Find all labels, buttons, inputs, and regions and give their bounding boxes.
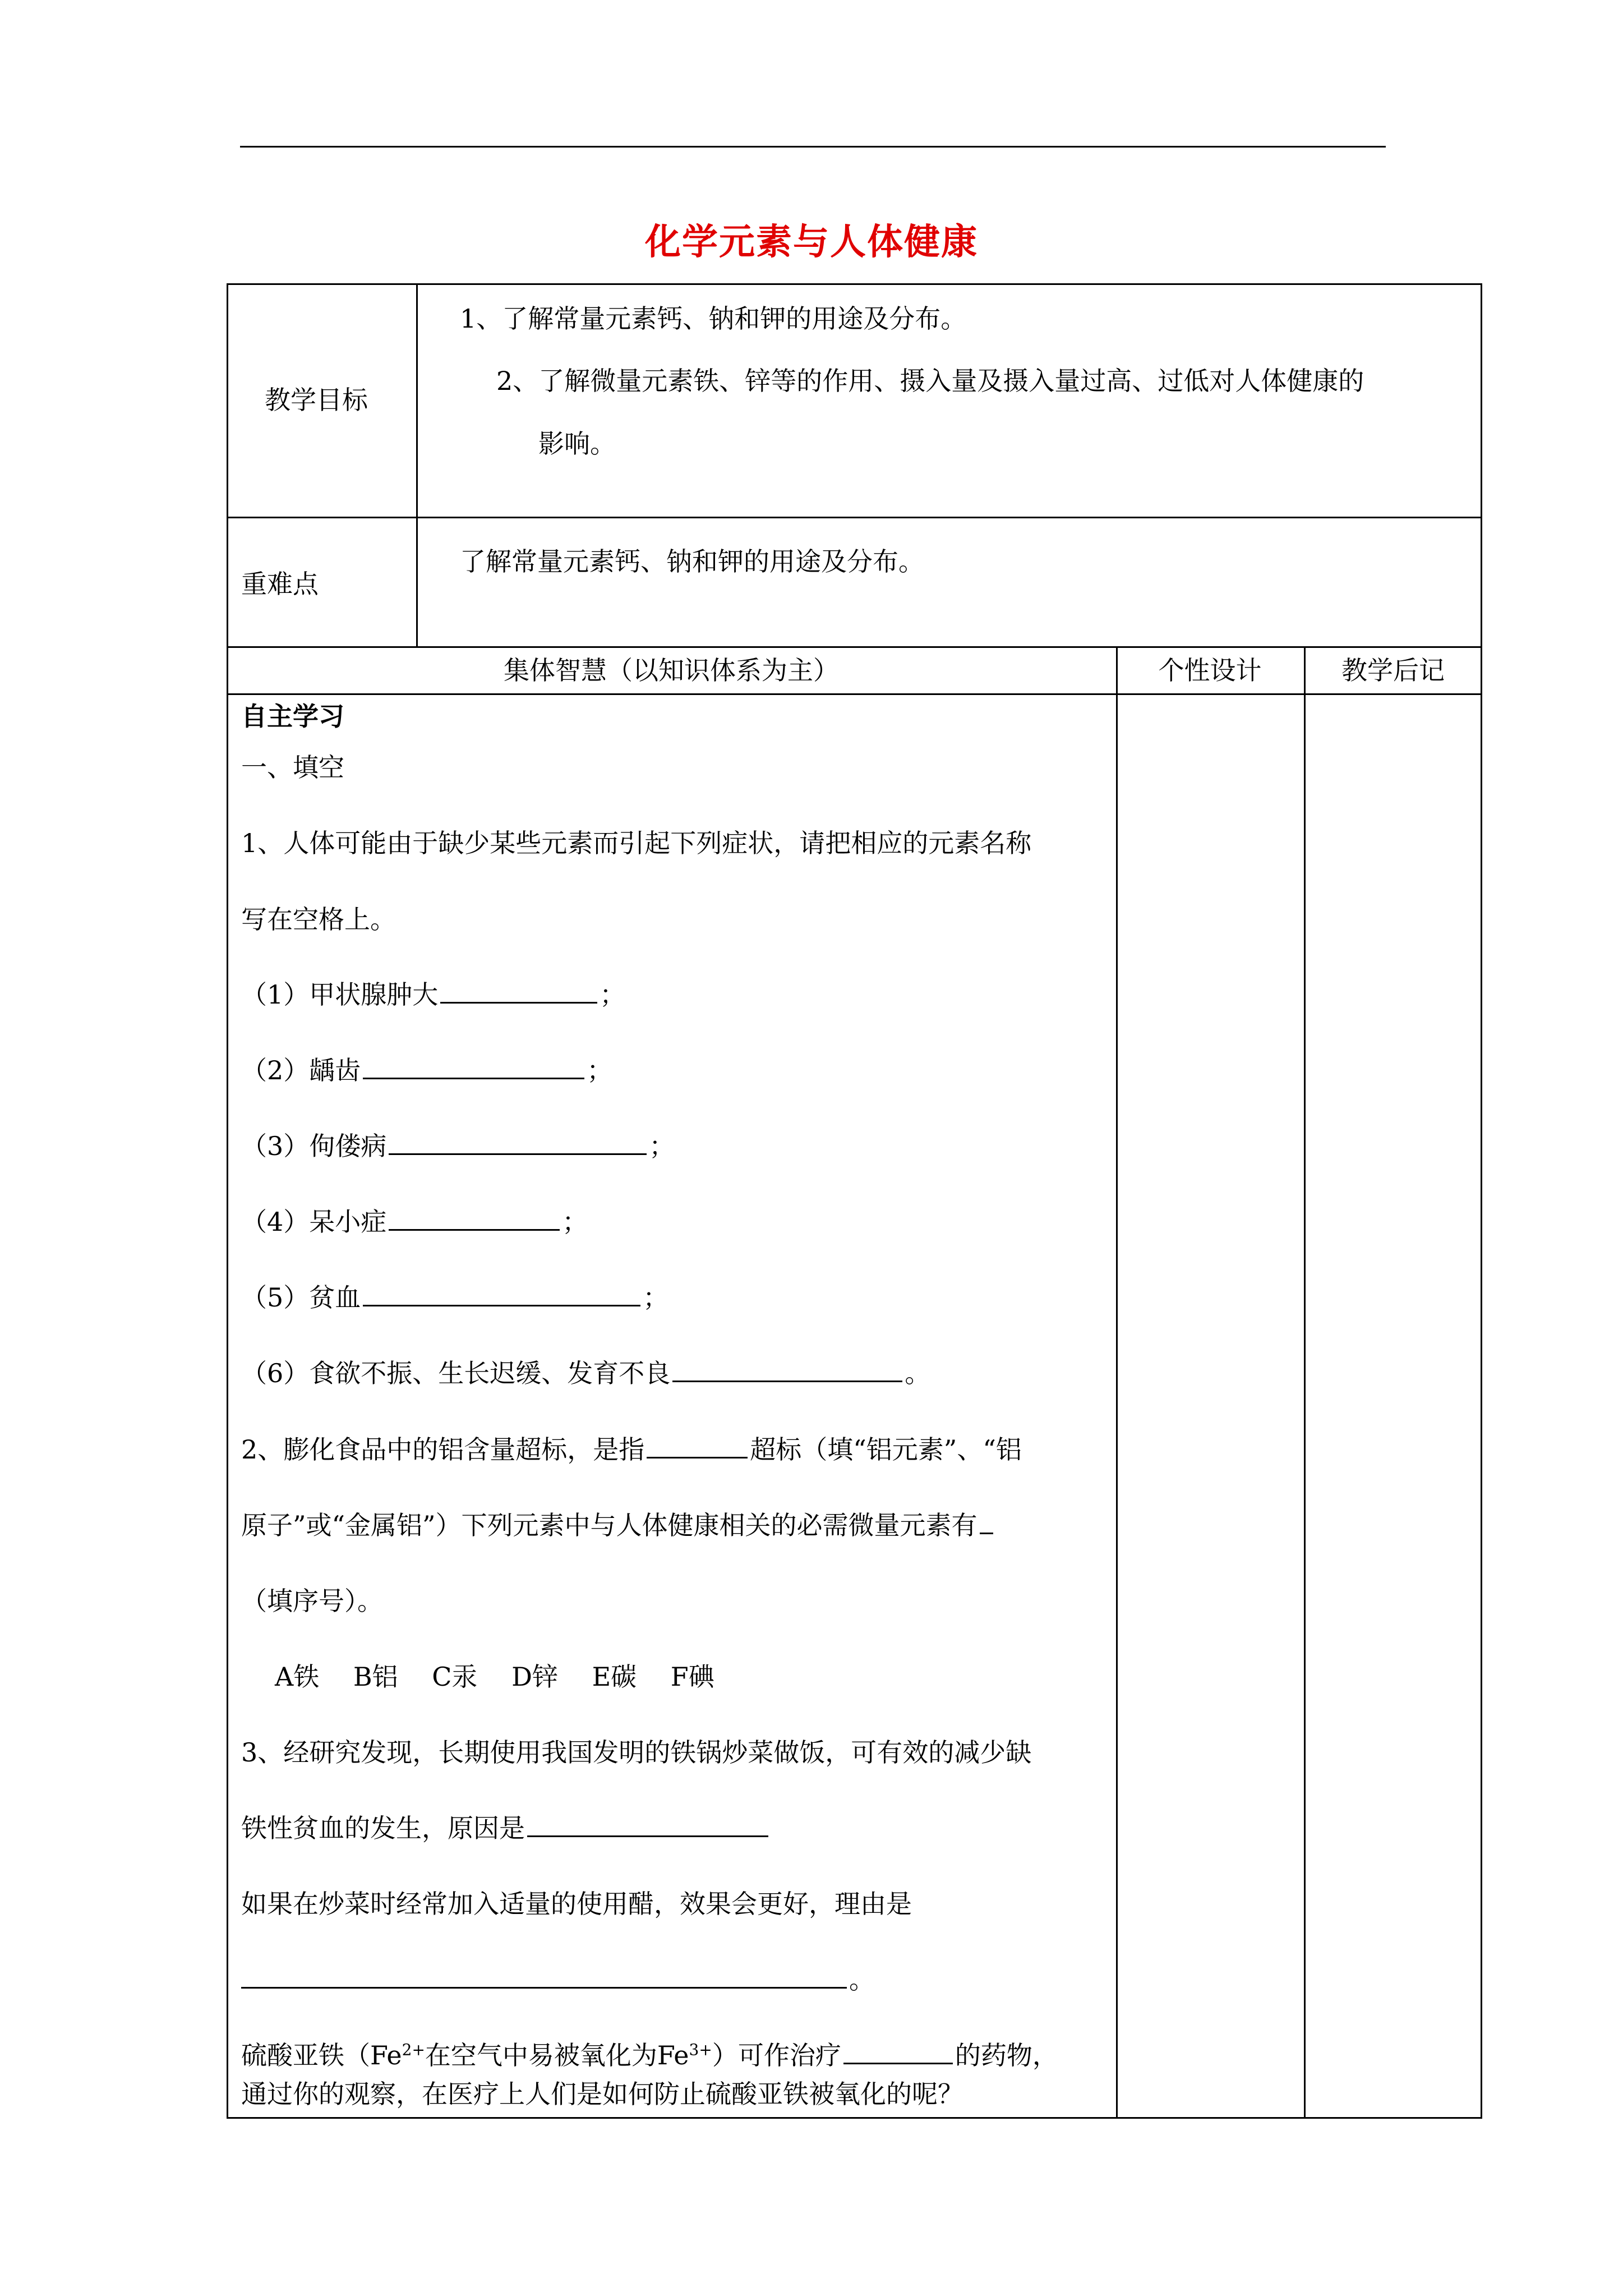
question-text: 原子”或“金属铝”）下列元素中与人体健康相关的必需微量元素有 (241, 1512, 995, 1538)
answer-blank[interactable] (363, 1304, 640, 1306)
fill-item: （5）贫血 ； (241, 1282, 669, 1313)
answer-blank[interactable] (980, 1532, 993, 1534)
answer-blank[interactable] (363, 1077, 584, 1079)
answer-options: A铁 B铝 C汞 D锌 E碳 F碘 (275, 1662, 714, 1692)
answer-blank[interactable] (389, 1153, 647, 1155)
fill-item: （3）佝偻病 ； (241, 1131, 675, 1161)
answer-blank[interactable] (672, 1380, 902, 1382)
objective-item: 2、了解微量元素铁、锌等的作用、摄入量及摄入量过高、过低对人体健康的 (496, 366, 1364, 396)
question-text: 如果在炒菜时经常加入适量的使用醋，效果会更好，理由是 (241, 1889, 912, 1919)
fill-item: （2）龋齿 ； (241, 1055, 613, 1085)
answer-blank[interactable] (843, 2062, 953, 2064)
fill-item: 。 (241, 1967, 875, 1993)
answer-blank[interactable] (647, 1456, 748, 1458)
answer-blank[interactable] (527, 1835, 768, 1837)
question-text: 硫酸亚铁（$Fe^{2+}$在空气中易被氧化为$Fe^{3+}$）可作治疗 的药物， (241, 2040, 1058, 2070)
objective-item: 1、了解常量元素钙、钠和钾的用途及分布。 (460, 303, 967, 334)
question-text: 写在空格上。 (241, 904, 396, 935)
key-points-text: 了解常量元素钙、钠和钾的用途及分布。 (460, 546, 924, 577)
fill-item: （6）食欲不振、生长迟缓、发育不良 。 (241, 1358, 931, 1388)
section-heading: 自主学习 (241, 701, 344, 731)
header-rule (240, 146, 1386, 148)
column-header-notes: 教学后记 (1341, 655, 1445, 685)
part-heading: 一、填空 (241, 752, 344, 783)
fill-item: （4）呆小症 ； (241, 1207, 588, 1237)
question-text: 3、经研究发现，长期使用我国发明的铁锅炒菜做饭，可有效的减少缺 (241, 1737, 1032, 1768)
answer-blank[interactable] (389, 1228, 560, 1231)
key-points-label: 重难点 (241, 569, 319, 599)
answer-blank[interactable] (241, 1986, 847, 1989)
column-header-main: 集体智慧（以知识体系为主） (504, 655, 839, 685)
question-text: 2、膨化食品中的铝含量超标，是指 超标（填“铝元素”、“铝 (241, 1434, 1022, 1465)
question-text: 通过你的观察，在医疗上人们是如何防止硫酸亚铁被氧化的呢？ (241, 2079, 963, 2109)
objective-item: 影响。 (538, 429, 616, 459)
answer-blank[interactable] (440, 1001, 597, 1004)
question-text: 铁性贫血的发生，原因是 (241, 1815, 771, 1841)
question-text: （填序号）。 (241, 1586, 383, 1616)
objectives-label: 教学目标 (265, 385, 368, 415)
question-text: 1、人体可能由于缺少某些元素而引起下列症状，请把相应的元素名称 (241, 828, 1032, 858)
page-title: 化学元素与人体健康 (645, 221, 978, 263)
fill-item: （1）甲状腺肿大 ； (241, 979, 626, 1010)
column-header-design: 个性设计 (1158, 655, 1262, 685)
